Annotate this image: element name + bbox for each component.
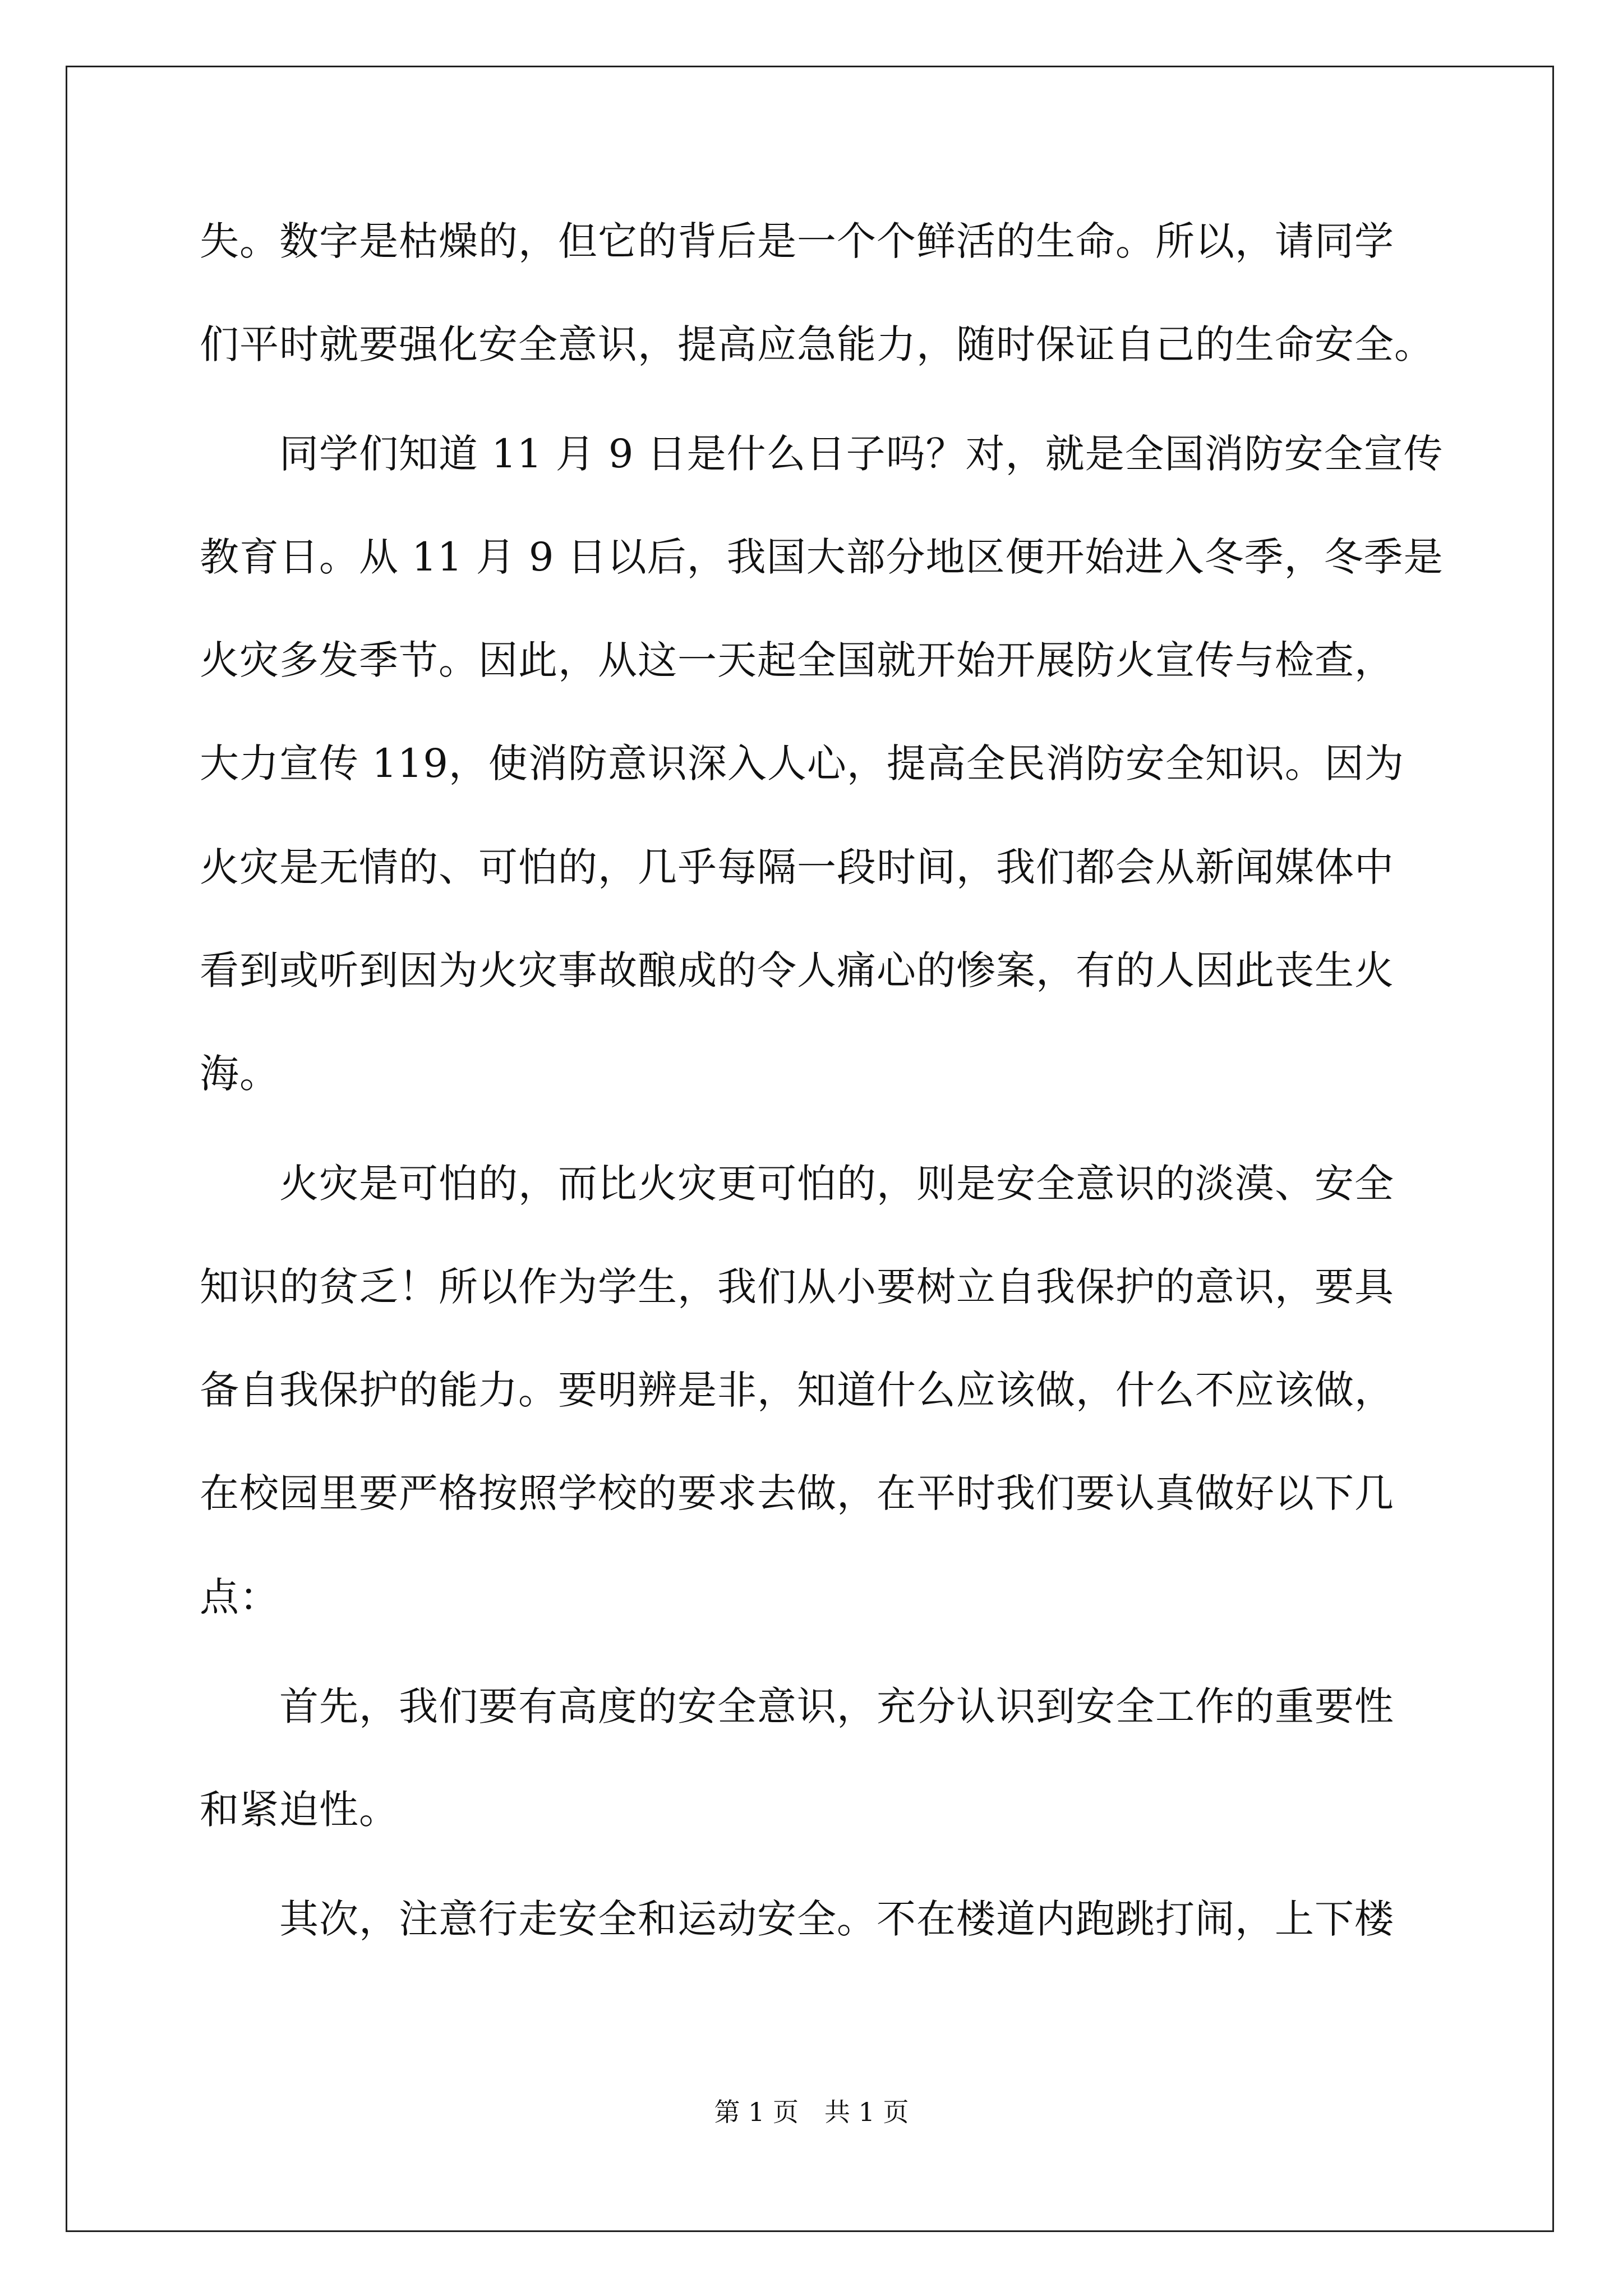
text-line: 看到或听到因为火灾事故酿成的令人痛心的惨案，有的人因此丧生火: [200, 947, 1394, 993]
text-line: 同学们知道 11 月 9 日是什么日子吗？对，就是全国消防安全宣传: [200, 431, 1444, 477]
text-line: 火灾是可怕的，而比火灾更可怕的，则是安全意识的淡漠、安全: [200, 1161, 1394, 1207]
text-line: 知识的贫乏！所以作为学生，我们从小要树立自我保护的意识，要具: [200, 1264, 1394, 1310]
text-line: 和紧迫性。: [200, 1787, 399, 1833]
text-line: 首先，我们要有高度的安全意识，充分认识到安全工作的重要性: [200, 1683, 1394, 1729]
text-line: 其次，注意行走安全和运动安全。不在楼道内跑跳打闹，上下楼: [200, 1896, 1394, 1942]
text-line: 火灾多发季节。因此，从这一天起全国就开始开展防火宣传与检查，: [200, 637, 1394, 683]
text-line: 海。: [200, 1051, 279, 1097]
text-line: 备自我保护的能力。要明辨是非，知道什么应该做，什么不应该做，: [200, 1367, 1394, 1413]
text-line: 失。数字是枯燥的，但它的背后是一个个鲜活的生命。所以，请同学: [200, 218, 1394, 264]
text-line: 点：: [200, 1574, 279, 1620]
page-number-footer: 第 1 页 共 1 页: [714, 2097, 909, 2127]
text-line: 火灾是无情的、可怕的，几乎每隔一段时间，我们都会从新闻媒体中: [200, 844, 1394, 890]
text-line: 教育日。从 11 月 9 日以后，我国大部分地区便开始进入冬季，冬季是: [200, 534, 1444, 580]
text-line: 们平时就要强化安全意识，提高应急能力，随时保证自己的生命安全。: [200, 321, 1434, 367]
text-line: 在校园里要严格按照学校的要求去做，在平时我们要认真做好以下几: [200, 1470, 1394, 1516]
text-line: 大力宣传 119，使消防意识深入人心，提高全民消防安全知识。因为: [200, 740, 1404, 786]
